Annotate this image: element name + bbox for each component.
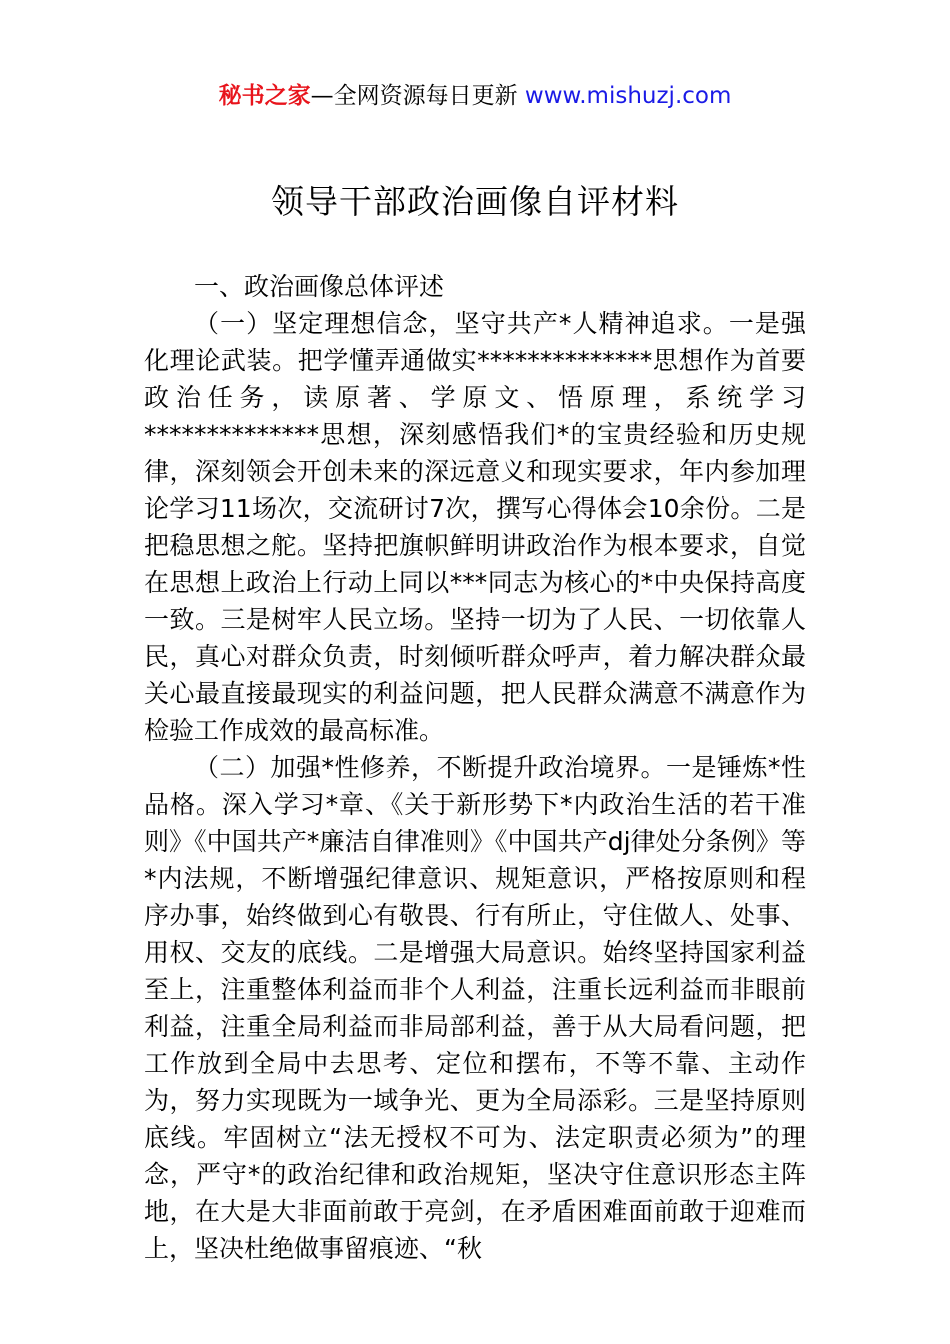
document-title: 领导干部政治画像自评材料 bbox=[271, 182, 679, 221]
brand-slogan: —全网资源每日更新 bbox=[310, 83, 518, 109]
site-banner bbox=[0, 80, 950, 112]
document-body bbox=[144, 268, 806, 1267]
section-heading: 一、政治画像总体评述 bbox=[194, 272, 445, 301]
paragraph-1: （一）坚定理想信念，坚守共产*人精神追求。一是强化理论武装。把学懂弄通做实**************思想作为首要政治任务，读原著、学原文、悟原理，系统学习**************思想，深刻感悟我们*的宝贵经验和历史规律，深刻领会开创未来的深远意义和现实要求，年内参加理论学习11场次，交流研讨7次，撰写心得体会10余份。二是把稳思想之舵。坚持把旗帜鲜明讲政治作为根本要求，自觉在思想上政治上行动上同以***同志为核心的*中央保持高度一致。三是树牢人民立场。坚持一切为了人民、一切依靠人民，真心对群众负责，时刻倾听群众呼声，着力解决群众最关心最直接最现实的利益问题，把人民群众满意不满意作为检验工作成效的最高标准。 bbox=[144, 309, 806, 745]
brand-name: 秘书之家 bbox=[218, 83, 311, 109]
website-link[interactable]: www.mishuzj.com bbox=[524, 83, 732, 109]
paragraph-2: （二）加强*性修养，不断提升政治境界。一是锤炼*性品格。深入学习*章、《关于新形势下*内政治生活的若干准则》《中国共产*廉洁自律准则》《中国共产dj律处分条例》等*内法规，不断增强纪律意识、规矩意识，严格按原则和程序办事，始终做到心有敬畏、行有所止，守住做人、处事、用权、交友的底线。二是增强大局意识。始终坚持国家利益至上，注重整体利益而非个人利益，注重长远利益而非眼前利益，注重全局利益而非局部利益，善于从大局看问题，把工作放到全局中去思考、定位和摆布，不等不靠、主动作为，努力实现既为一域争光、更为全局添彩。三是坚持原则底线。牢固树立“法无授权不可为、法定职责必须为”的理念，严守*的政治纪律和政治规矩，坚决守住意识形态主阵地，在大是大非面前敢于亮剑，在矛盾困难面前敢于迎难而上，坚决杜绝做事留痕迹、“秋 bbox=[144, 753, 806, 1263]
